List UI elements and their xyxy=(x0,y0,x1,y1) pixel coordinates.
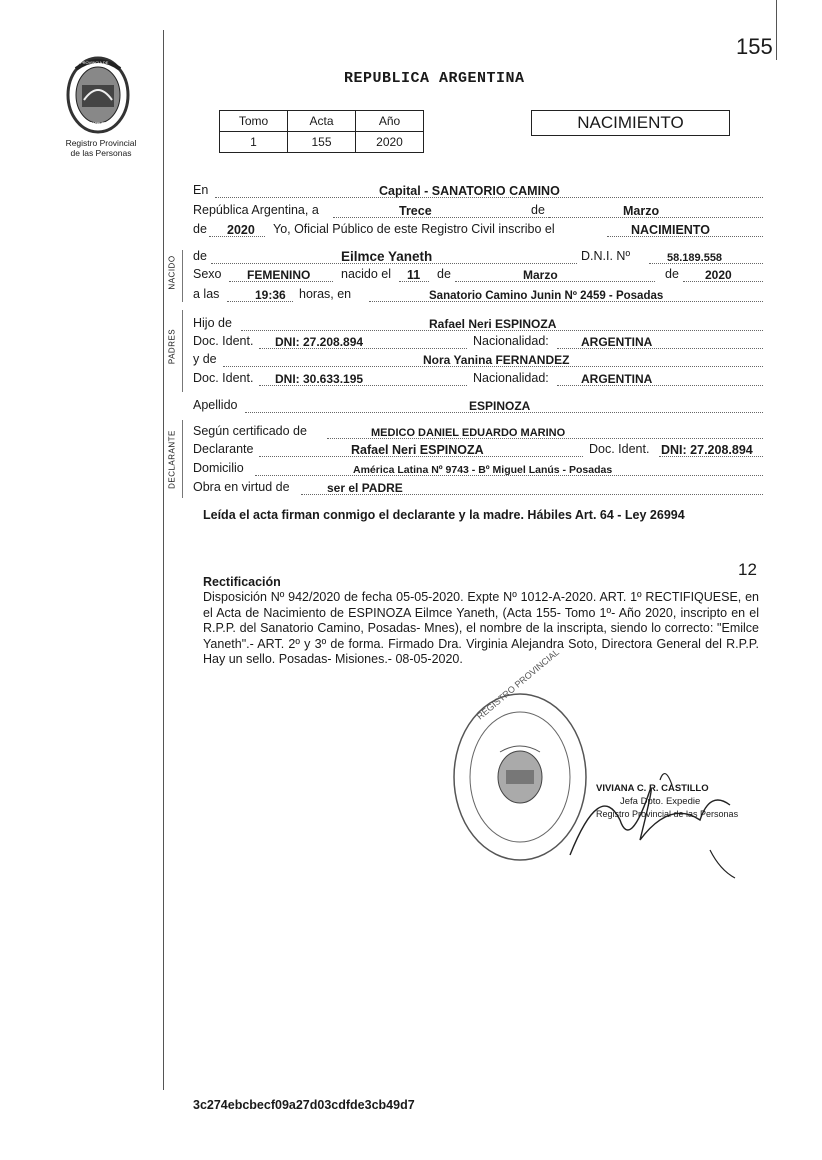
label-birth-de: de xyxy=(437,267,451,281)
value-birth-time: 19:36 xyxy=(255,288,286,302)
closing-statement: Leída el acta firman conmigo el declarante y la madre. Hábiles Art. 64 - Ley 26994 xyxy=(203,508,685,522)
value-birth-place: Sanatorio Camino Junin Nº 2459 - Posadas xyxy=(429,290,664,302)
value-month: Marzo xyxy=(623,204,660,218)
row-father-doc xyxy=(193,334,763,352)
nacido-bracket xyxy=(182,250,183,302)
label-nacionalidad-mother: Nacionalidad: xyxy=(473,371,549,385)
row-date xyxy=(193,203,763,221)
row-mother xyxy=(193,352,763,370)
value-father: Rafael Neri ESPINOZA xyxy=(429,317,557,331)
row-declarant xyxy=(193,442,763,460)
registry-caption-line1: Registro Provincial xyxy=(65,138,137,148)
row-certificate xyxy=(193,424,763,442)
right-edge-line xyxy=(776,0,777,60)
label-doc-ident-mother: Doc. Ident. xyxy=(193,371,254,385)
label-declarante: Declarante xyxy=(193,442,254,456)
row-surname xyxy=(193,398,763,416)
section-label-nacido: NACIDO xyxy=(167,255,177,290)
value-record-kind: NACIMIENTO xyxy=(631,223,710,237)
signature-stamp xyxy=(596,782,738,821)
value-mother: Nora Yanina FERNANDEZ xyxy=(423,353,570,367)
country-title: REPUBLICA ARGENTINA xyxy=(344,70,525,87)
dotted-line xyxy=(333,217,551,218)
value-father-doc: DNI: 27.208.894 xyxy=(275,335,364,349)
rectification-body: Disposición Nº 942/2020 de fecha 05-05-2020. Expte Nº 1012-A-2020. ART. 1º RECTIFIQUESE, en el Acta de Nacimiento de ESPINOZA Eilmce Yaneth, (Acta 155- Tomo 1º- Año 2020, inscripto en el R.P.P. del Sanatorio Camino, Posadas- Mnes), el nombre de la inscripta, siendo lo correcto: "Emilce Yaneth".- ART. 2º y 3º de forma. Firmado Dra. Virginia Alejandra Soto, Directora General del R.P.P. Hay un sello. Posadas- Misiones.- 08-05-2020. xyxy=(203,590,759,666)
label-doc-ident: Doc. Ident. xyxy=(193,334,254,348)
label-dni: D.N.I. Nº xyxy=(581,249,631,263)
row-sex xyxy=(193,267,763,285)
label-horas: horas, en xyxy=(299,287,352,301)
secondary-number: 12 xyxy=(738,560,757,579)
registry-caption-line2: de las Personas xyxy=(70,148,132,158)
value-declarant-doc: DNI: 27.208.894 xyxy=(661,443,753,457)
record-type-box: NACIMIENTO xyxy=(531,110,730,136)
value-child-dni: 58.189.558 xyxy=(667,252,723,264)
label-declarant-doc: Doc. Ident. xyxy=(589,442,650,456)
label-de-name: de xyxy=(193,249,207,263)
svg-text:REGISTRO PROVINCIAL: REGISTRO PROVINCIAL xyxy=(474,647,561,722)
label-birth-de2: de xyxy=(665,267,679,281)
label-domicilio: Domicilio xyxy=(193,461,244,475)
label-obra: Obra en virtud de xyxy=(193,480,290,494)
registry-table xyxy=(219,110,424,153)
declarante-bracket xyxy=(182,420,183,498)
label-nacionalidad: Nacionalidad: xyxy=(473,334,549,348)
row-father xyxy=(193,316,763,334)
row-place xyxy=(193,183,763,201)
table-header-tomo: Tomo xyxy=(220,111,288,132)
logo-bottom-text: MISIONES xyxy=(84,122,109,128)
registry-caption xyxy=(52,138,150,158)
table-header-ano: Año xyxy=(356,111,424,132)
row-mother-doc xyxy=(193,371,763,389)
value-birth-day: 11 xyxy=(407,268,421,282)
value-year: 2020 xyxy=(227,223,255,237)
row-obra xyxy=(193,480,763,498)
label-sexo: Sexo xyxy=(193,267,222,281)
row-birth-time xyxy=(193,287,763,305)
value-mother-nationality: ARGENTINA xyxy=(581,372,653,386)
value-sex: FEMENINO xyxy=(247,268,311,282)
label-nacido-el: nacido el xyxy=(341,267,392,281)
label-en: En xyxy=(193,183,209,197)
logo-top-text: PROVINCIA DE xyxy=(80,60,109,65)
value-place: Capital - SANATORIO CAMINO xyxy=(379,184,560,198)
table-value-acta: 155 xyxy=(288,132,356,153)
label-y-de: y de xyxy=(193,352,217,366)
page-number: 155 xyxy=(736,34,773,59)
value-birth-year: 2020 xyxy=(705,268,732,282)
table-header-acta: Acta xyxy=(288,111,356,132)
value-day: Trece xyxy=(399,204,432,218)
value-mother-doc: DNI: 30.633.195 xyxy=(275,372,364,386)
margin-line xyxy=(163,30,164,1090)
padres-bracket xyxy=(182,310,183,392)
label-de: de xyxy=(531,203,545,217)
value-surname: ESPINOZA xyxy=(469,399,531,413)
value-certificate: MEDICO DANIEL EDUARDO MARINO xyxy=(371,427,566,439)
label-apellido: Apellido xyxy=(193,398,238,412)
label-oficial: Yo, Oficial Público de este Registro Civil inscribo el xyxy=(273,222,555,236)
section-label-padres: PADRES xyxy=(167,328,177,365)
value-father-nationality: ARGENTINA xyxy=(581,335,653,349)
row-address xyxy=(193,461,763,479)
label-de2: de xyxy=(193,222,207,236)
signature-stamp-line1: VIVIANA C. R. CASTILLO xyxy=(596,783,709,794)
table-value-tomo: 1 xyxy=(220,132,288,153)
value-birth-month: Marzo xyxy=(523,268,558,282)
document-hash: 3c274ebcbecf09a27d03cdfde3cb49d7 xyxy=(193,1098,415,1112)
row-year xyxy=(193,222,763,240)
label-a-las: a las xyxy=(193,287,220,301)
value-declarant: Rafael Neri ESPINOZA xyxy=(351,443,484,457)
label-republica: República Argentina, a xyxy=(193,203,319,217)
label-segun-certificado: Según certificado de xyxy=(193,424,307,438)
signature-stamp-line2: Jefa Dpto. Expedie xyxy=(620,796,701,807)
section-label-declarante: DECLARANTE xyxy=(167,430,177,489)
value-address: América Latina Nº 9743 - Bº Miguel Lanús - Posadas xyxy=(353,464,613,476)
signature-stamp-line3: Registro Provincial de las Personas xyxy=(596,809,739,819)
row-child-name xyxy=(193,249,763,267)
rectification-title: Rectificación xyxy=(203,575,281,589)
value-obra: ser el PADRE xyxy=(327,481,403,495)
value-child-name: Eilmce Yaneth xyxy=(341,249,433,264)
label-hijo-de: Hijo de xyxy=(193,316,232,330)
table-value-ano: 2020 xyxy=(356,132,424,153)
